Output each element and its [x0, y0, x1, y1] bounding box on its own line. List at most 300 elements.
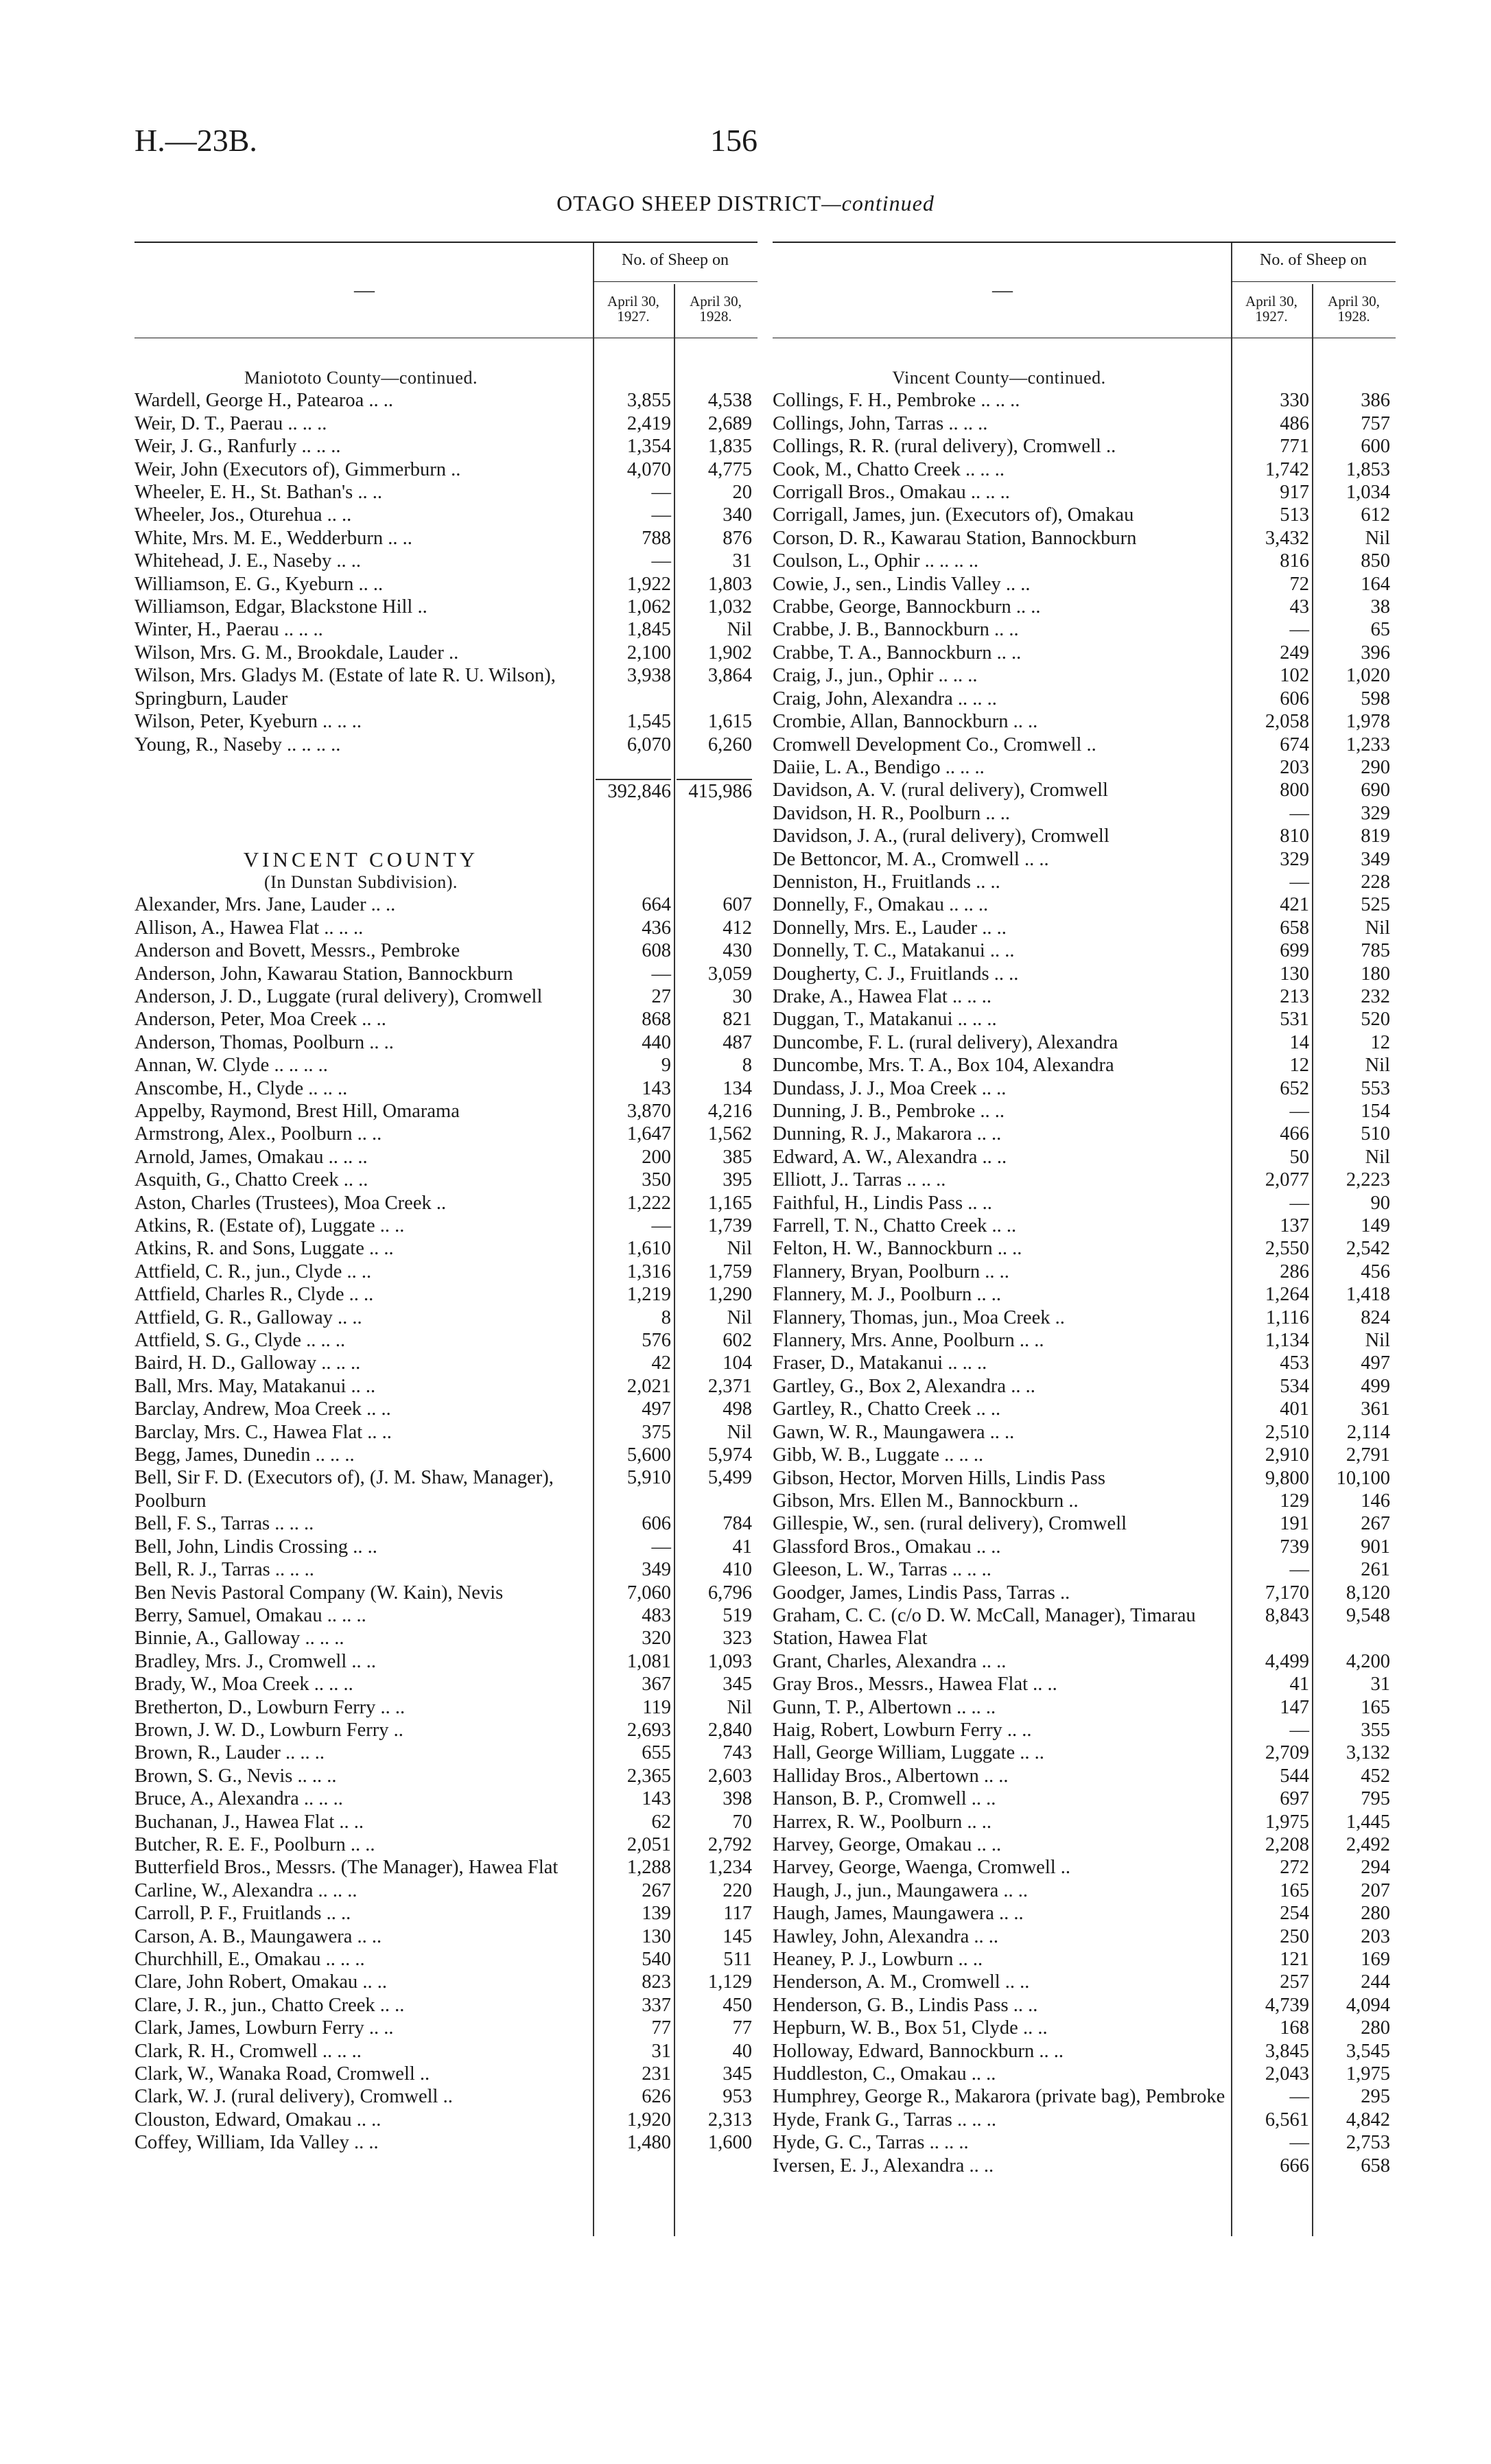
owner-name: Ben Nevis Pastoral Company (W. Kain), Nevis [134, 1582, 504, 1604]
owner-name: Dundass, J. J., Moa Creek .. .. [773, 1077, 1007, 1099]
table-row [773, 871, 1396, 893]
sheep-1927: 213 [1280, 985, 1309, 1007]
head-dash: — [354, 279, 375, 301]
sheep-1928: 415,986 [677, 779, 752, 803]
sheep-1928: 1,615 [707, 711, 752, 733]
sheep-1927: 130 [642, 1925, 671, 1947]
owner-name: Davidson, A. V. (rural delivery), Cromwell [773, 779, 1108, 801]
sheep-1927: 330 [1280, 390, 1309, 412]
owner-name: Faithful, H., Lindis Pass .. .. [773, 1192, 992, 1214]
table-row [134, 1100, 758, 1123]
owner-name: Wilson, Mrs. G. M., Brookdale, Lauder .. [134, 642, 459, 664]
sheep-1927: 1,354 [626, 436, 671, 458]
sheep-1928: 450 [723, 1994, 752, 2016]
sheep-1927: 191 [1280, 1513, 1309, 1535]
sheep-1928: 20 [732, 482, 752, 504]
table-row [773, 1306, 1396, 1329]
table-row [134, 1146, 758, 1169]
table-row [773, 1352, 1396, 1374]
table-row [773, 1696, 1396, 1719]
table-row [773, 2155, 1396, 2177]
table-row [134, 1169, 758, 1191]
sheep-1927: 1,922 [626, 573, 671, 595]
sheep-1927: 27 [651, 985, 671, 1007]
sheep-1928: 2,492 [1346, 1834, 1390, 1855]
owner-name: Gibson, Hector, Morven Hills, Lindis Pass [773, 1467, 1105, 1489]
table-row [134, 1375, 758, 1398]
sheep-1927: 392,846 [596, 779, 671, 803]
table-row [134, 1398, 758, 1420]
sheep-1928: 104 [723, 1352, 752, 1374]
table-row [773, 1765, 1396, 1787]
owner-name: Hepburn, W. B., Box 51, Clyde .. .. [773, 2017, 1048, 2039]
sheep-1928: 1,093 [707, 1650, 752, 1672]
sheep-1928: 6,796 [707, 1582, 752, 1604]
sheep-1928: 169 [1361, 1949, 1390, 1971]
sheep-1927: 200 [642, 1146, 671, 1168]
sheep-1927: 102 [1280, 665, 1309, 687]
caption-rule [1231, 281, 1396, 282]
sheep-1927: — [651, 1215, 671, 1236]
sheep-1928: 2,542 [1346, 1238, 1390, 1260]
sheep-1928: 1,233 [1346, 734, 1390, 755]
sheep-1927: 652 [1280, 1077, 1309, 1099]
sheep-1928: 30 [732, 985, 752, 1007]
owner-name: Cowie, J., sen., Lindis Valley .. .. [773, 573, 1031, 595]
sheep-1928: 497 [1361, 1352, 1390, 1374]
owner-name: Brown, J. W. D., Lowburn Ferry .. [134, 1719, 403, 1741]
sheep-1927: — [1289, 2086, 1309, 2108]
sheep-1927: 329 [1280, 848, 1309, 870]
page-number: 156 [710, 123, 758, 158]
sheep-1928: 1,129 [707, 1971, 752, 1993]
sheep-1927: 1,081 [626, 1650, 671, 1672]
sheep-1928: 12 [1370, 1031, 1390, 1053]
table-row [773, 1008, 1396, 1031]
sheep-1927: 5,600 [626, 1444, 671, 1466]
sheep-1927: 658 [1280, 917, 1309, 939]
sheep-1927: 421 [1280, 894, 1309, 916]
owner-name: Anderson, Peter, Moa Creek .. .. [134, 1009, 386, 1031]
sheep-1928: Nil [727, 1421, 752, 1443]
sheep-1927: 8,843 [1265, 1604, 1309, 1626]
table-row [773, 1077, 1396, 1100]
owner-name: Arnold, James, Omakau .. .. .. [134, 1146, 368, 1168]
sheep-1928: 290 [1361, 756, 1390, 778]
table-row [773, 481, 1396, 504]
owner-name: Gunn, T. P., Albertown .. .. .. [773, 1696, 996, 1718]
owner-name: Davidson, H. R., Poolburn .. .. [773, 802, 1010, 824]
table-row [773, 1741, 1396, 1764]
owner-name: Coulson, L., Ophir .. .. .. .. [773, 550, 979, 572]
table-row [134, 939, 758, 962]
sheep-1928: 4,200 [1346, 1650, 1390, 1672]
sheep-1928: Nil [727, 1238, 752, 1260]
sheep-1927: 606 [642, 1513, 671, 1535]
sheep-1927: 1,480 [626, 2132, 671, 2154]
table-row [134, 2040, 758, 2063]
sheep-1928: 3,545 [1346, 2040, 1390, 2062]
owner-name: Attfield, S. G., Clyde .. .. .. [134, 1330, 346, 1352]
table-row [773, 1925, 1396, 1948]
table-row [773, 1902, 1396, 1925]
owner-name: Heaney, P. J., Lowburn .. .. [773, 1949, 983, 1971]
owner-name: Corrigall, James, jun. (Executors of), Omakau [773, 504, 1134, 526]
table-row [773, 688, 1396, 710]
sheep-1928: Nil [1365, 1055, 1390, 1077]
sheep-1928: 510 [1361, 1123, 1390, 1145]
sheep-1928: 850 [1361, 550, 1390, 572]
table-row [773, 1237, 1396, 1260]
owner-name: Hyde, G. C., Tarras .. .. .. [773, 2132, 969, 2154]
sheep-1928: Nil [727, 1306, 752, 1328]
section-heading [134, 366, 758, 389]
table-row [773, 1604, 1396, 1650]
table-row [134, 664, 758, 710]
sheep-1928: 5,499 [707, 1467, 752, 1489]
sheep-1928: 8 [742, 1055, 752, 1077]
sheep-1928: 280 [1361, 1903, 1390, 1925]
head-caption: No. of Sheep on [622, 251, 729, 269]
sheep-1927: 31 [651, 2040, 671, 2062]
owner-name: Fraser, D., Matakanui .. .. .. [773, 1352, 987, 1374]
table-row [773, 1467, 1396, 1490]
owner-name: Craig, J., jun., Ophir .. .. .. [773, 665, 978, 687]
sheep-1927: 497 [642, 1398, 671, 1420]
table-row [134, 1123, 758, 1145]
sheep-1927: 1,116 [1265, 1306, 1309, 1328]
sheep-1928: 5,974 [707, 1444, 752, 1466]
table-row [773, 1192, 1396, 1215]
sheep-1927: 257 [1280, 1971, 1309, 1993]
table-row [773, 2131, 1396, 2154]
sheep-1928: 267 [1361, 1513, 1390, 1535]
table-row [773, 458, 1396, 481]
owner-name: Gibson, Mrs. Ellen M., Bannockburn .. [773, 1490, 1079, 1512]
sheep-1928: 65 [1370, 619, 1390, 641]
sheep-1928: 1,165 [707, 1192, 752, 1214]
table-row [773, 2109, 1396, 2131]
table-row [773, 1123, 1396, 1145]
table-row [773, 642, 1396, 664]
table-row [773, 2040, 1396, 2063]
sheep-1927: 436 [642, 917, 671, 939]
sheep-1927: 1,264 [1265, 1284, 1309, 1306]
table-row [134, 2063, 758, 2085]
owner-name: Grant, Charles, Alexandra .. .. [773, 1650, 1007, 1672]
table-row [773, 1811, 1396, 1833]
owner-name: Donnelly, F., Omakau .. .. .. [773, 894, 989, 916]
sheep-1927: 254 [1280, 1903, 1309, 1925]
owner-name: Farrell, T. N., Chatto Creek .. .. [773, 1215, 1017, 1237]
table-row [134, 642, 758, 664]
sheep-1927: 14 [1289, 1031, 1309, 1053]
sheep-1927: 2,550 [1265, 1238, 1309, 1260]
sheep-1927: 2,910 [1265, 1444, 1309, 1466]
sheep-1928: 953 [723, 2086, 752, 2108]
sheep-1927: 6,070 [626, 734, 671, 755]
sheep-1928: 2,689 [707, 412, 752, 434]
owner-name: Clare, John Robert, Omakau .. .. [134, 1971, 388, 1993]
table-row [773, 1169, 1396, 1191]
owner-name: Gillespie, W., sen. (rural delivery), Cromwell [773, 1513, 1127, 1535]
sheep-1928: 345 [723, 2063, 752, 2085]
owner-name: Attfield, C. R., jun., Clyde .. .. [134, 1260, 372, 1282]
sheep-1928: Nil [1365, 1330, 1390, 1352]
sheep-1927: 3,870 [626, 1100, 671, 1122]
table-row [134, 1306, 758, 1329]
head-col-1928: April 30, 1928. [1328, 293, 1380, 325]
sheep-1928: 154 [1361, 1101, 1390, 1122]
owner-name: Alexander, Mrs. Jane, Lauder .. .. [134, 894, 396, 916]
sheep-1928: 1,234 [707, 1857, 752, 1879]
sheep-1928: 598 [1361, 688, 1390, 709]
head-col-1927: April 30, 1927. [607, 293, 659, 325]
sheep-1928: 456 [1361, 1260, 1390, 1282]
sheep-1928: 386 [1361, 390, 1390, 412]
table-row [773, 1054, 1396, 1077]
table-row [773, 1031, 1396, 1054]
table-row [773, 1650, 1396, 1673]
table-row [134, 2131, 758, 2154]
owner-name: Haig, Robert, Lowburn Ferry .. .. [773, 1719, 1032, 1741]
owner-name: Bruce, A., Alexandra .. .. .. [134, 1788, 343, 1810]
table-row [134, 1719, 758, 1741]
owner-name: Harvey, George, Omakau .. .. [773, 1834, 1002, 1855]
sheep-1927: 4,070 [626, 458, 671, 480]
sheep-1928: 520 [1361, 1009, 1390, 1031]
table-row [134, 1902, 758, 1925]
table-row [773, 618, 1396, 641]
sheep-1928: 612 [1361, 504, 1390, 526]
owner-name: Baird, H. D., Galloway .. .. .. [134, 1352, 361, 1374]
sheep-1927: 513 [1280, 504, 1309, 526]
table-row [134, 1260, 758, 1283]
owner-name: Hanson, B. P., Cromwell .. .. [773, 1788, 996, 1810]
left-column [134, 242, 758, 2245]
sheep-1927: 375 [642, 1421, 671, 1443]
table-row [134, 1765, 758, 1787]
owner-name: Winter, H., Paerau .. .. .. [134, 619, 323, 641]
table-row [134, 1604, 758, 1627]
owner-name: Wilson, Mrs. Gladys M. (Estate of late R. U. Wilson), Springburn, Lauder [134, 665, 556, 709]
owner-name: Barclay, Mrs. C., Hawea Flat .. .. [134, 1421, 392, 1443]
section-heading [134, 871, 758, 893]
spacer [134, 756, 758, 779]
owner-name: Carroll, P. F., Fruitlands .. .. [134, 1903, 351, 1925]
owner-name: Atkins, R. and Sons, Luggate .. .. [134, 1238, 394, 1260]
sheep-1927: 119 [642, 1696, 671, 1718]
owner-name: Attfield, G. R., Galloway .. .. [134, 1306, 362, 1328]
sheep-1928: 340 [723, 504, 752, 526]
table-row [134, 550, 758, 572]
owner-name: Huddleston, C., Omakau .. .. [773, 2063, 996, 2085]
table-row [773, 1444, 1396, 1466]
owner-name: Bell, R. J., Tarras .. .. .. [134, 1559, 314, 1581]
right-rows [773, 366, 1396, 2177]
sheep-1927: 249 [1280, 642, 1309, 664]
sheep-1928: 1,902 [707, 642, 752, 664]
sheep-1927: 483 [642, 1604, 671, 1626]
head-col-1927: April 30, 1927. [1245, 293, 1298, 325]
sheep-1927: — [1289, 1192, 1309, 1214]
sheep-1927: 1,288 [626, 1857, 671, 1879]
sheep-1927: 810 [1280, 825, 1309, 847]
table-row [773, 848, 1396, 871]
owner-name: Duncombe, Mrs. T. A., Box 104, Alexandra [773, 1055, 1114, 1077]
owner-name: Allison, A., Hawea Flat .. .. .. [134, 917, 364, 939]
owner-name [134, 779, 587, 801]
owner-name: Buchanan, J., Hawea Flat .. .. [134, 1811, 364, 1833]
sheep-1928: 6,260 [707, 734, 752, 755]
owner-name: Begg, James, Dunedin .. .. .. [134, 1444, 355, 1466]
sheep-1927: 130 [1280, 963, 1309, 985]
table-row [773, 802, 1396, 825]
sheep-1928: 323 [723, 1628, 752, 1650]
sheep-1927: 697 [1280, 1788, 1309, 1810]
sheep-1928: 31 [732, 550, 752, 572]
sheep-1928: 77 [732, 2017, 752, 2039]
table-row [134, 1444, 758, 1466]
table-row [773, 1719, 1396, 1741]
sheep-1928: Nil [727, 619, 752, 641]
sheep-1928: 519 [723, 1604, 752, 1626]
sheep-1928: 658 [1361, 2155, 1390, 2176]
table-row [134, 1031, 758, 1054]
owner-name: Asquith, G., Chatto Creek .. .. [134, 1169, 368, 1191]
sheep-1928: 430 [723, 940, 752, 962]
sheep-1928: 1,562 [707, 1123, 752, 1145]
sheep-1927: 1,742 [1265, 458, 1309, 480]
sheep-1928: 1,803 [707, 573, 752, 595]
sheep-1927: 143 [642, 1788, 671, 1810]
table-row [773, 756, 1396, 779]
sheep-1928: 3,864 [707, 665, 752, 687]
sheep-1927: 1,222 [626, 1192, 671, 1214]
table-row [134, 1994, 758, 2017]
head-col-1928: April 30, 1928. [690, 293, 742, 325]
table-row [773, 1856, 1396, 1879]
owner-name: Clare, J. R., jun., Chatto Creek .. .. [134, 1994, 405, 2016]
owner-name: Donnelly, Mrs. E., Lauder .. .. [773, 917, 1007, 939]
sheep-1928: 2,371 [707, 1375, 752, 1397]
owner-name: Corson, D. R., Kawarau Station, Bannockburn [773, 527, 1137, 549]
sheep-1927: 771 [1280, 436, 1309, 458]
sheep-1927: 43 [1289, 596, 1309, 618]
sheep-1927: 664 [642, 894, 671, 916]
table-row [134, 1536, 758, 1558]
sheep-1927: 4,499 [1265, 1650, 1309, 1672]
sheep-1927: 666 [1280, 2155, 1309, 2176]
table-row [773, 825, 1396, 847]
left-rows [134, 366, 758, 2155]
owner-name: Gartley, G., Box 2, Alexandra .. .. [773, 1375, 1035, 1397]
spacer [134, 802, 758, 848]
table-row [134, 1421, 758, 1444]
table-row [773, 596, 1396, 618]
sheep-1928: 10,100 [1336, 1467, 1390, 1489]
sheep-1928: 385 [723, 1146, 752, 1168]
sheep-1928: 90 [1370, 1192, 1390, 1214]
table-row [134, 2109, 758, 2131]
sheep-1928: 2,791 [1346, 1444, 1390, 1466]
table-row [134, 1879, 758, 1902]
top-rule [773, 242, 1396, 243]
table-row [773, 1375, 1396, 1398]
table-row [134, 1283, 758, 1306]
owner-name: Donnelly, T. C., Matakanui .. .. [773, 940, 1015, 962]
table-row [134, 596, 758, 618]
sheep-1928: 1,835 [707, 436, 752, 458]
owner-name: Craig, John, Alexandra .. .. .. [773, 688, 997, 709]
sheep-1928: 553 [1361, 1077, 1390, 1099]
table-row [773, 1994, 1396, 2017]
sheep-1928: 498 [723, 1398, 752, 1420]
total-row [134, 779, 758, 801]
page-title [0, 191, 1491, 216]
owner-name: Gleeson, L. W., Tarras .. .. .. [773, 1559, 991, 1581]
owner-name: Butcher, R. E. F., Poolburn .. .. [134, 1833, 375, 1855]
sheep-1928: 4,775 [707, 458, 752, 480]
table-row [773, 1100, 1396, 1123]
table-row [134, 1833, 758, 1856]
sheep-1927: 788 [642, 527, 671, 549]
sheep-1927: 1,920 [626, 2109, 671, 2131]
table-row [134, 1466, 758, 1512]
table-row [134, 1650, 758, 1673]
sheep-1927: — [651, 1536, 671, 1558]
sheep-1928: 149 [1361, 1215, 1390, 1237]
sheep-1927: 466 [1280, 1123, 1309, 1145]
owner-name: Brady, W., Moa Creek .. .. .. [134, 1674, 353, 1696]
sheep-1927: 606 [1280, 688, 1309, 709]
owner-name: Wheeler, E. H., St. Bathan's .. .. [134, 482, 382, 504]
sheep-1928: 180 [1361, 963, 1390, 985]
caption-rule [593, 281, 758, 282]
section-heading-text: VINCENT COUNTY [243, 847, 479, 871]
sheep-1927: 1,219 [626, 1284, 671, 1306]
owner-name: Young, R., Naseby .. .. .. .. [134, 734, 341, 755]
sheep-1927: — [1289, 802, 1309, 824]
table-row [134, 1054, 758, 1077]
owner-name: Binnie, A., Galloway .. .. .. [134, 1628, 344, 1650]
sheep-1927: 2,208 [1265, 1834, 1309, 1855]
sheep-1928: 1,032 [707, 596, 752, 618]
sheep-1927: — [651, 504, 671, 526]
owner-name: De Bettoncor, M. A., Cromwell .. .. [773, 848, 1049, 870]
report-code: H.—23B. [134, 123, 257, 158]
sheep-1927: 62 [651, 1811, 671, 1833]
sheep-1928: 487 [723, 1031, 752, 1053]
owner-name: Wardell, George H., Patearoa .. .. [134, 390, 394, 412]
table-row [773, 1512, 1396, 1535]
sheep-1927: 800 [1280, 779, 1309, 801]
sheep-1927: 531 [1280, 1009, 1309, 1031]
owner-name: Carline, W., Alexandra .. .. .. [134, 1879, 357, 1901]
table-row [773, 779, 1396, 801]
owner-name: Whitehead, J. E., Naseby .. .. [134, 550, 362, 572]
sheep-1927: 77 [651, 2017, 671, 2039]
head-caption: No. of Sheep on [1260, 251, 1367, 269]
table-row [773, 1582, 1396, 1604]
owner-name: Collings, John, Tarras .. .. .. [773, 412, 988, 434]
sheep-1927: 534 [1280, 1375, 1309, 1397]
owner-name: Dunning, J. B., Pembroke .. .. [773, 1101, 1005, 1122]
sheep-1927: 2,043 [1265, 2063, 1309, 2085]
sheep-1927: — [1289, 871, 1309, 893]
sheep-1927: 337 [642, 1994, 671, 2016]
sheep-1928: 876 [723, 527, 752, 549]
